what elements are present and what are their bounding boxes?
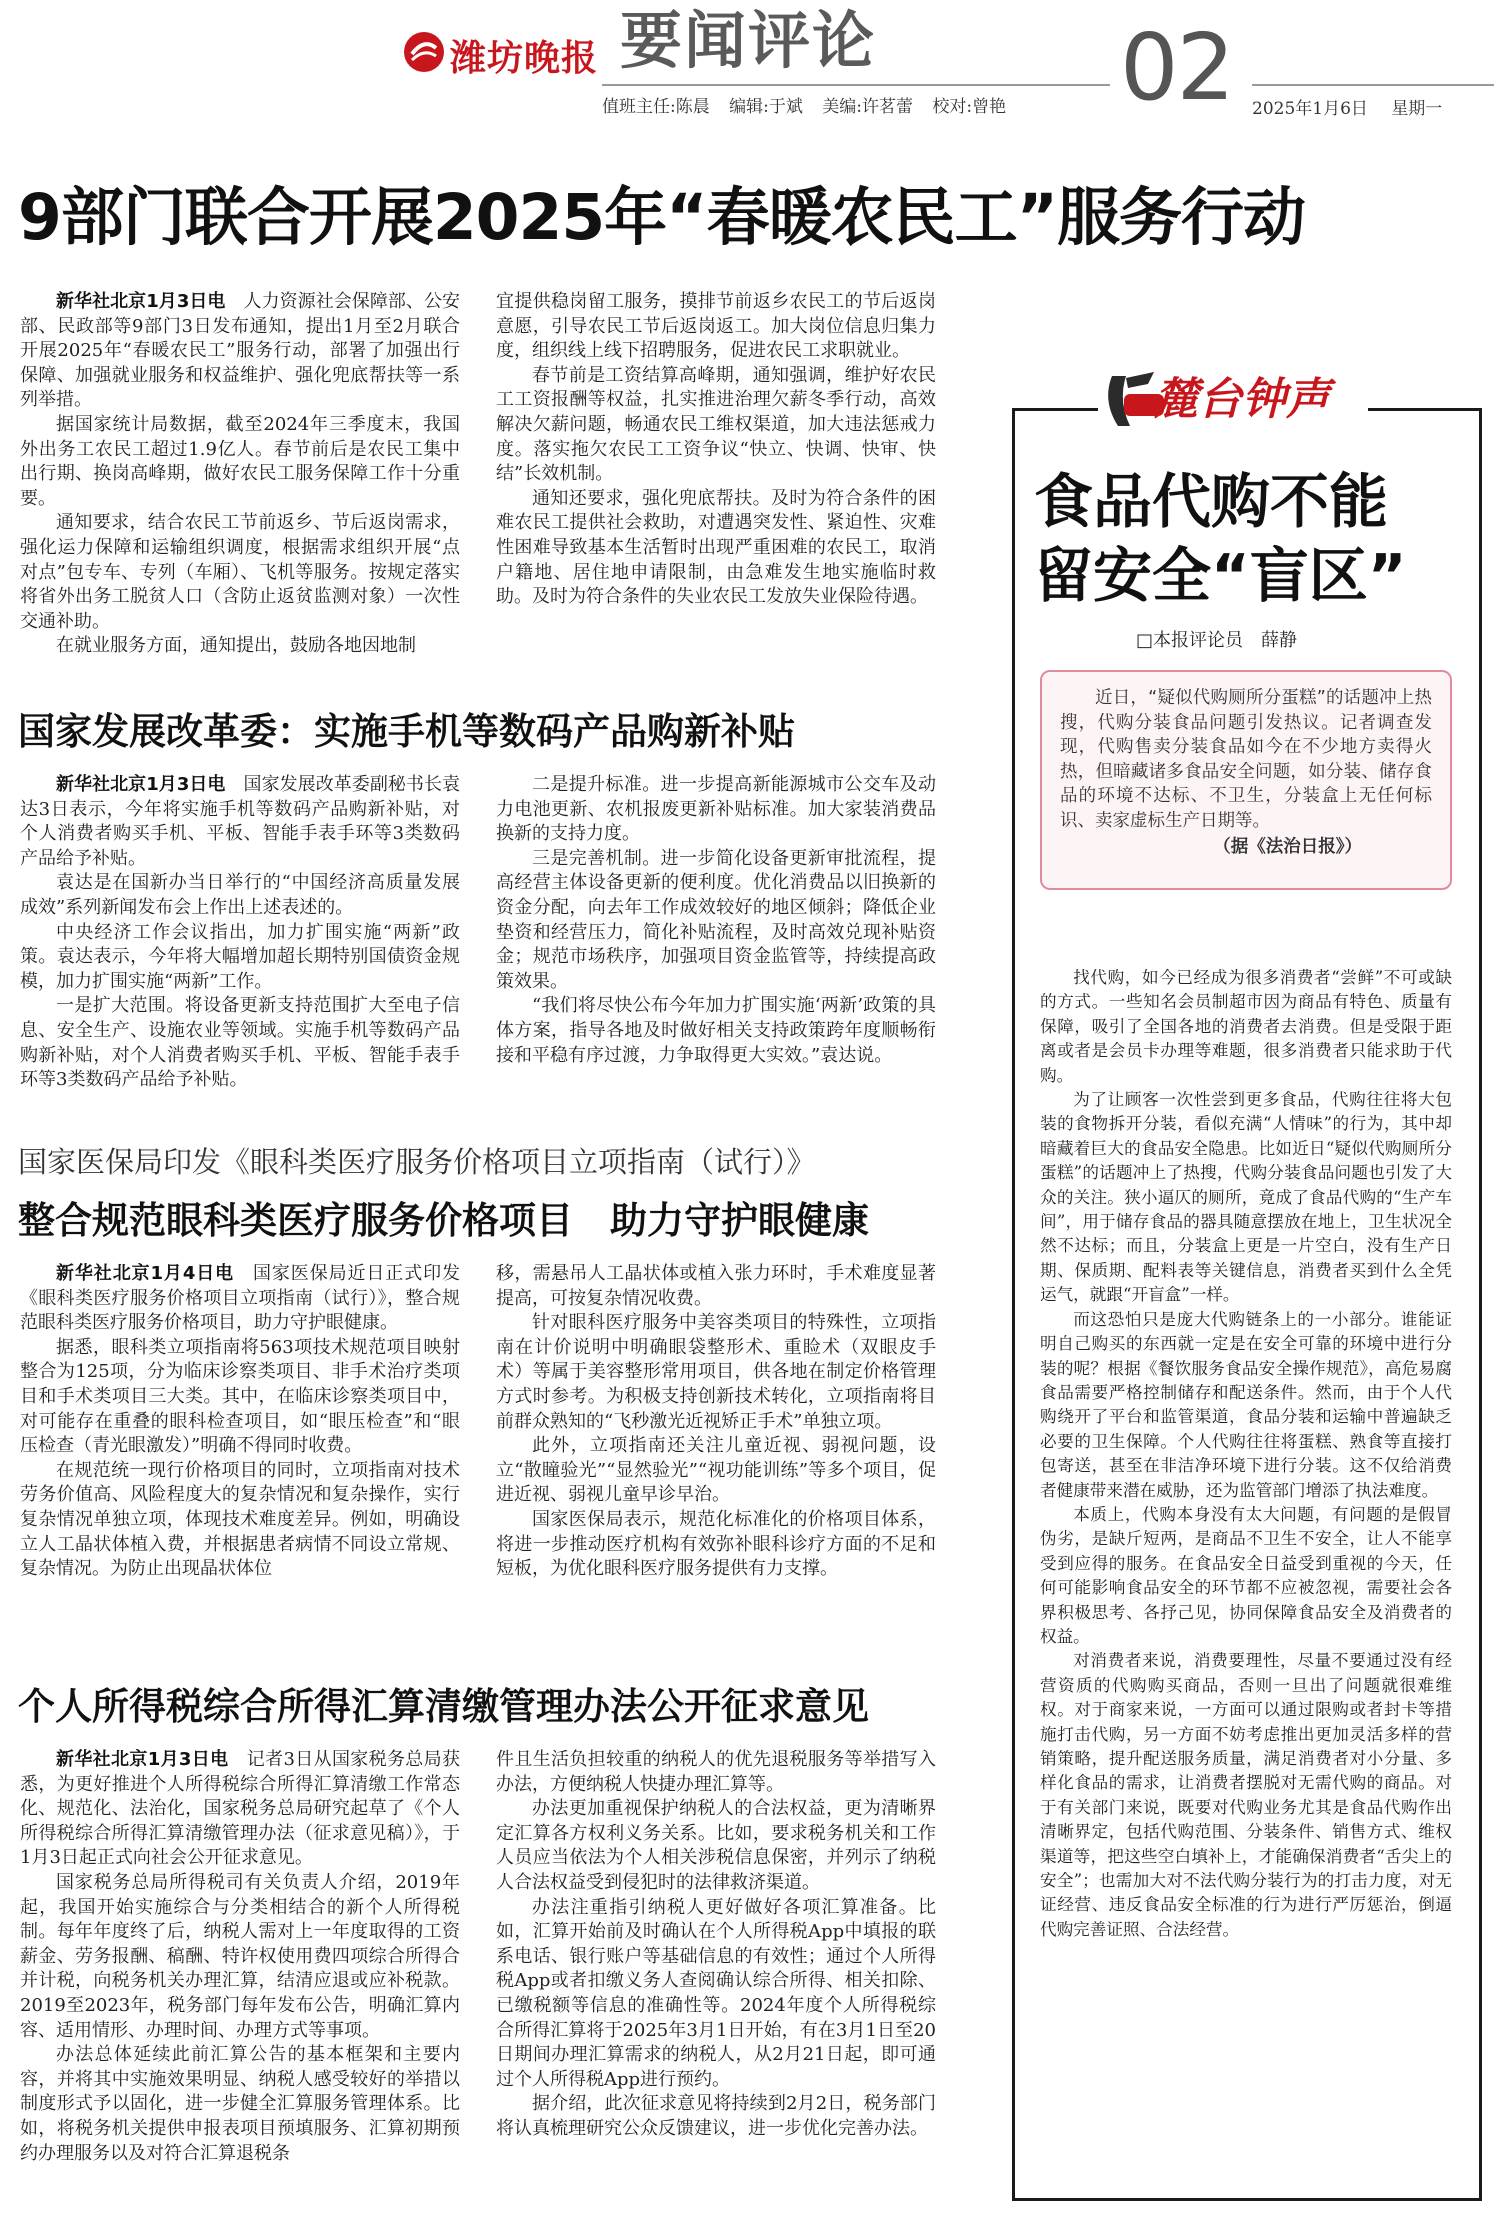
article3-kicker: 国家医保局印发《眼科类医疗服务价格项目立项指南（试行）》: [18, 1145, 816, 1179]
lead-dateline: 新华社北京1月3日电: [56, 291, 226, 312]
article3-dateline: 新华社北京1月4日电: [56, 1263, 235, 1284]
lead-para-3: 通知要求，结合农民工节前返乡、节后返岗需求，强化运力保障和运输组织调度，根据需求组织开展“点对点”包专车、专列（车厢）、飞机等服务。按规定落实将省外出务工脱贫人口（含防止返贫监测对象）一次性交通补助。: [20, 512, 460, 632]
article4-para-4: 件且生活负担较重的纳税人的优先退税服务等举措写入办法，方便纳税人快捷办理汇算等。: [496, 1749, 936, 1795]
credit-editor: 编辑:于斌: [729, 97, 803, 117]
column-name: 麓台钟声: [1154, 374, 1330, 425]
column-badge: [1098, 362, 1368, 438]
abstract-text: 近日，“疑似代购厕所分蛋糕”的话题冲上热搜，代购分装食品问题引发热议。记者调查发现，代购售卖分装食品如今在不少地方卖得火热，但暗藏诸多食品安全问题，如分装、储存食品的环境不达标、不卫生，分装盒上无任何标识、卖家虚标生产日期等。: [1060, 688, 1432, 831]
article2-para-6: 三是完善机制。进一步简化设备更新审批流程，提高经营主体设备更新的便利度。优化消费品以旧换新的资金分配，向去年工作成效较好的地区倾斜；降低企业垫资和经营压力，简化补贴流程，及时高效兑现补贴资金；规范市场秩序，加强项目资金监管等，持续提高政策效果。: [496, 847, 936, 992]
article3-para-2: 据悉，眼科类立项指南将563项技术规范项目映射整合为125项，分为临床诊察类项目、非手术治疗类项目和手术类项目三大类。其中，在临床诊察类项目中，对可能存在重叠的眼科检查项目，如“眼压检查”和“眼压检查（青光眼激发）”明确不得同时收费。: [20, 1336, 460, 1457]
commentary-para-1: 找代购，如今已经成为很多消费者“尝鲜”不可或缺的方式。一些知名会员制超市因为商品有特色、质量有保障，吸引了全国各地的消费者去消费。但是受限于距离或者是会员卡办理等难题，很多消费者只能求助于代购。: [1040, 968, 1452, 1085]
article3-para-1: 新华社北京1月4日电 国家医保局近日正式印发《眼科类医疗服务价格项目立项指南（试行）》，整合规范眼科类医疗服务价格项目，助力守护眼健康。: [20, 1263, 460, 1334]
section-title: 要闻评论: [620, 4, 877, 77]
lead-para-2: 据国家统计局数据，截至2024年三季度末，我国外出务工农民工超过1.9亿人。春节前后是农民工集中出行期、换岗高峰期，做好农民工服务保障工作十分重要。: [20, 413, 460, 509]
lead-para-7: 通知还要求，强化兜底帮扶。及时为符合条件的困难农民工提供社会救助，对遭遇突发性、紧迫性、灾难性困难导致基本生活暂时出现严重困难的农民工，取消户籍地、居住地申请限制，由急难发生地实施临时救助。及时为符合条件的失业农民工发放失业保险待遇。: [496, 487, 936, 608]
article3-headline: 整合规范眼科类医疗服务价格项目 助力守护眼健康: [18, 1199, 869, 1242]
masthead: [0, 0, 1500, 125]
credit-editor-in-charge: 值班主任:陈晨: [602, 97, 710, 117]
article4-para-2: 国家税务总局所得税司有关负责人介绍，2019年起，我国开始实施综合与分类相结合的新个人所得税制。每年年度终了后，纳税人需对上一年度取得的工资薪金、劳务报酬、稿酬、特许权使用费四项综合所得合并计税，向税务机关办理汇算，结清应退或应补税款。2019至2023年，税务部门每年发布公告，明确汇算内容、适用情形、办理时间、办理方式等事项。: [20, 1871, 460, 2041]
issue-date: [1252, 94, 1442, 119]
abstract-source: （据《法治日报》）: [1213, 836, 1362, 857]
article2-para-7: “我们将尽快公布今年加力扩围实施‘两新’政策的具体方案，指导各地及时做好相关支持政策跨年度顺畅衔接和平稳有序过渡，力争取得更大实效。”袁达说。: [496, 995, 936, 1066]
article4-col1: [20, 1748, 460, 2206]
article4-para-5: 办法更加重视保护纳税人的合法权益，更为清晰界定汇算各方权利义务关系。比如，要求税务机关和工作人员应当依法为个人相关涉税信息保密，并列示了纳税人合法权益受到侵犯时的法律救济渠道。: [496, 1798, 936, 1893]
article4-para-1: 新华社北京1月3日电 记者3日从国家税务总局获悉，为更好推进个人所得税综合所得汇算清缴工作常态化、规范化、法治化，国家税务总局研究起草了《个人所得税综合所得汇算清缴管理办法（征求意见稿）》，于1月3日起正式向社会公开征求意见。: [20, 1749, 460, 1869]
article4-para-3: 办法总体延续此前汇算公告的基本框架和主要内容，并将其中实施效果明显、纳税人感受较好的举措以制度形式予以固化，进一步健全汇算服务管理体系。比如，将税务机关提供申报表项目预填服务、汇算初期预约办理服务以及对符合汇算退税条: [20, 2044, 460, 2164]
article2-para-3: 中央经济工作会议指出，加力扩围实施“两新”政策。袁达表示，今年将大幅增加超长期特别国债资金规模，加力扩围实施“两新”工作。: [20, 921, 460, 992]
commentary-abstract: [1040, 670, 1452, 890]
credit-proofreader: 校对:曾艳: [932, 97, 1007, 117]
lead-article-col2: [496, 290, 936, 670]
article2-para-5: 二是提升标准。进一步提高新能源城市公交车及动力电池更新、农机报废更新补贴标准。加大家装消费品换新的支持力度。: [496, 774, 936, 845]
article2-dateline: 新华社北京1月3日电: [56, 774, 226, 795]
article4-col2: [496, 1748, 936, 2206]
article2-col1: [20, 773, 460, 1101]
article3-para-7: 国家医保局表示，规范化标准化的价格项目体系，将进一步推动医疗机构有效弥补眼科诊疗方面的不足和短板，为优化眼科医疗服务提供有力支撑。: [496, 1508, 936, 1580]
logo: [402, 28, 612, 79]
lead-article-col1: [20, 290, 460, 670]
page-number: 02: [1120, 14, 1234, 121]
commentary-para-3: 而这恐怕只是庞大代购链条上的一小部分。谁能证明自己购买的东西就一定是在安全可靠的环境中进行分装的呢？根据《餐饮服务食品安全操作规范》，高危易腐食品需要严格控制储存和配送条件。然而，由于个人代购绕开了平台和监管渠道，食品分装和运输中普遍缺乏必要的卫生保障。个人代购往往将蛋糕、熟食等直接打包寄送，甚至在非洁净环境下进行分装。这不仅给消费者健康带来潜在威胁，还为监管部门增添了执法难度。: [1040, 1309, 1452, 1500]
article2-para-1: 新华社北京1月3日电 国家发展改革委副秘书长袁达3日表示，今年将实施手机等数码产品购新补贴，对个人消费者购买手机、平板、智能手表手环等3类数码产品给予补贴。: [20, 774, 460, 869]
date-text: 2025年1月6日: [1252, 99, 1368, 119]
commentary-para-2: 为了让顾客一次性尝到更多食品，代购往往将大包装的食物拆开分装，看似充满“人情味”的行为，其中却暗藏着巨大的食品安全隐患。比如近日“疑似代购厕所分蛋糕”的话题冲上了热搜，代购分装食品问题也引发了大众的关注。狭小逼仄的厕所，竟成了食品代购的“生产车间”，用于储存食品的器具随意摆放在地上，卫生状况全然不达标；而且，分装盒上更是一片空白，没有生产日期、保质期、配料表等关键信息，消费者买到什么全凭运气，就跟“开盲盒”一样。: [1040, 1090, 1452, 1305]
article4-headline: 个人所得税综合所得汇算清缴管理办法公开征求意见: [18, 1685, 869, 1728]
lead-para-5: 宜提供稳岗留工服务，摸排节前返乡农民工的节后返岗意愿，引导农民工节后返岗返工。加大岗位信息归集力度，组织线上线下招聘服务，促进农民工求职就业。: [496, 291, 936, 362]
article3-para-6: 此外，立项指南还关注儿童近视、弱视问题，设立“散瞳验光”“显然验光”“视功能训练”等多个项目，促进近视、弱视儿童早诊早治。: [496, 1435, 936, 1506]
commentary-headline-line2: 留安全“盲区”: [1034, 541, 1407, 610]
lead-para-4: 在就业服务方面，通知提出，鼓励各地因地制: [56, 635, 416, 657]
lead-para-1: 新华社北京1月3日电 人力资源社会保障部、公安部、民政部等9部门3日发布通知，提出1月至2月联合开展2025年“春暖农民工”服务行动，部署了加强出行保障、加强就业服务和权益维护、强化兜底帮扶等一系列举措。: [20, 291, 460, 411]
article2-para-2: 袁达是在国新办当日举行的“中国经济高质量发展成效”系列新闻发布会上作出上述表述的。: [20, 872, 460, 918]
date-rule: [1252, 84, 1494, 86]
article3-para-3: 在规范统一现行价格项目的同时，立项指南对技术劳务价值高、风险程度大的复杂情况和复杂操作，实行复杂情况单独立项，体现技术难度差异。例如，明确设立人工晶状体植入费，并根据患者病情不同设立常规、复杂情况。为防止出现晶状体位: [20, 1459, 460, 1580]
logo-text: 潍坊晚报: [450, 38, 599, 79]
article3-para-5: 针对眼科医疗服务中美容类项目的特殊性，立项指南在计价说明中明确眼袋整形术、重睑术（双眼皮手术）等属于美容整形常用项目，供各地在制定价格管理方式时参考。为积极支持创新技术转化，立项指南将目前群众熟知的“飞秒激光近视矫正手术”单独立项。: [496, 1312, 936, 1432]
logo-swirl-icon: [402, 30, 446, 74]
commentary-para-5: 对消费者来说，消费要理性，尽量不要通过没有经营资质的代购购买商品，否则一旦出了问题就很难维权。对于商家来说，一方面可以通过限购或者封卡等措施打击代购，另一方面不妨考虑推出更加灵活多样的营销策略，提升配送服务质量，满足消费者对小分量、多样化食品的需求，让消费者摆脱对无需代购的商品。对于有关部门来说，既要对代购业务尤其是食品代购作出清晰界定，包括代购范围、分装条件、销售方式、维权渠道等，把这些空白填补上，才能确保消费者“舌尖上的安全”；也需加大对不法代购分装行为的打击力度，对无证经营、违反食品安全标准的行为进行严厉惩治，倒逼代购完善证照、合法经营。: [1040, 1651, 1452, 1939]
article2-para-4: 一是扩大范围。将设备更新支持范围扩大至电子信息、安全生产、设施农业等领域。实施手机等数码产品购新补贴，对个人消费者购买手机、平板、智能手表手环等3类数码产品给予补贴。: [20, 995, 460, 1091]
commentary-headline-line1: 食品代购不能: [1034, 467, 1389, 536]
masthead-rule: [602, 84, 1110, 86]
article3-para-4: 移，需悬吊人工晶状体或植入张力环时，手术难度显著提高，可按复杂情况收费。: [496, 1263, 936, 1309]
article3-col1: [20, 1262, 460, 1642]
lead-headline: 9部门联合开展2025年“春暖农民工”服务行动: [18, 181, 1305, 254]
weekday-text: 星期一: [1391, 99, 1443, 119]
article4-dateline: 新华社北京1月3日电: [56, 1749, 229, 1770]
article4-para-7: 据介绍，此次征求意见将持续到2月2日，税务部门将认真梳理研究公众反馈建议，进一步优化完善办法。: [496, 2093, 936, 2139]
commentary-para-4: 本质上，代购本身没有太大问题，有问题的是假冒伪劣，是缺斤短两，是商品不卫生不安全，让人不能享受到应得的服务。在食品安全日益受到重视的今天，任何可能影响食品安全的环节都不应被忽视，需要社会各界积极思考、各抒己见，协同保障食品安全及消费者的权益。: [1040, 1504, 1452, 1646]
credit-art-editor: 美编:许茗蕾: [822, 97, 914, 117]
article3-col2: [496, 1262, 936, 1642]
article2-col2: [496, 773, 936, 1101]
article4-para-6: 办法注重指引纳税人更好做好各项汇算准备。比如，汇算开始前及时确认在个人所得税App中填报的联系电话、银行账户等基础信息的有效性；通过个人所得税App或者扣缴义务人查阅确认综合所得、相关扣除、已缴税额等信息的准确性等。2024年度个人所得税综合所得汇算将于2025年3月1日开始，有在3月1日至20日期间办理汇算需求的纳税人，从2月21日起，即可通过个人所得税App进行预约。: [496, 1896, 936, 2090]
article2-headline: 国家发展改革委：实施手机等数码产品购新补贴: [18, 710, 795, 753]
credits: [602, 92, 1006, 117]
commentary-body: [1040, 966, 1452, 2190]
lead-para-6: 春节前是工资结算高峰期，通知强调，维护好农民工工资报酬等权益，扎实推进治理欠薪冬季行动，高效解决欠薪问题，畅通农民工维权渠道，加大违法惩戒力度。落实拖欠农民工工资争议“快立、快调、快审、快结”长效机制。: [496, 364, 936, 485]
commentary-byline: □本报评论员 薛静: [1136, 630, 1298, 651]
